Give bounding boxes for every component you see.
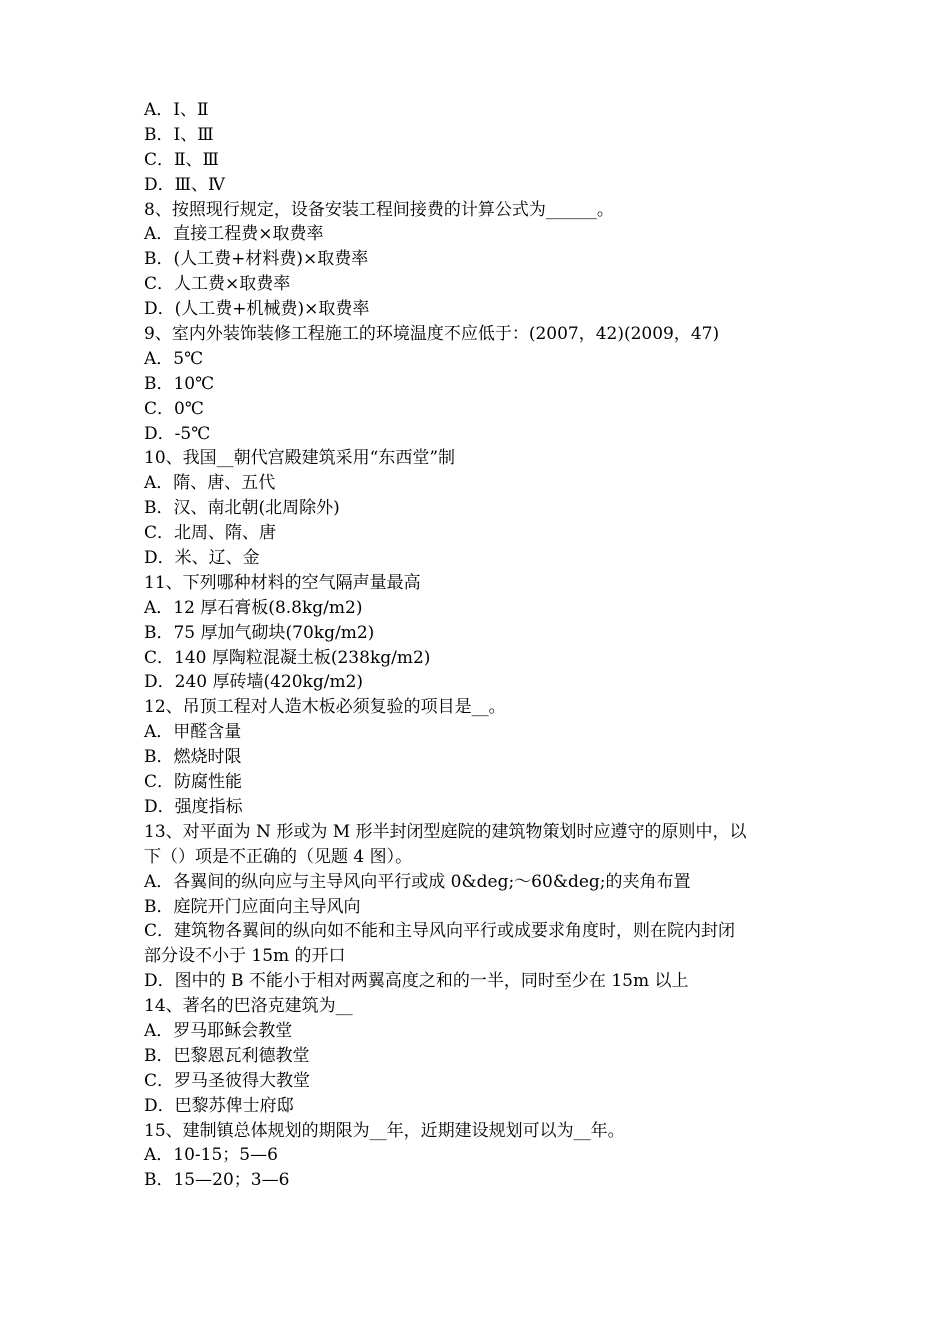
option-line: B．庭院开门应面向主导风向 [144, 896, 361, 917]
option-line: C．0℃ [144, 398, 204, 419]
option-line: B．10℃ [144, 373, 215, 394]
option-line: C．Ⅱ、Ⅲ [144, 149, 219, 170]
option-line: A．Ⅰ、Ⅱ [144, 100, 209, 120]
question-13-continued: 下（）项是不正确的（见题 4 图）。 [144, 846, 413, 867]
question-8: 8、按照现行规定，设备安装工程间接费的计算公式为______。 [144, 199, 614, 220]
question-10: 10、我国__朝代宫殿建筑采用“东西堂”制 [144, 448, 456, 469]
option-line: D．米、辽、金 [144, 548, 260, 569]
option-line: C．防腐性能 [144, 772, 243, 793]
question-14: 14、著名的巴洛克建筑为__ [144, 996, 353, 1017]
option-line: A．甲醛含量 [144, 722, 242, 743]
question-13: 13、对平面为 N 形或为 M 形半封闭型庭院的建筑物策划时应遵守的原则中，以 [144, 821, 747, 842]
option-line-continued: 部分设不小于 15m 的开口 [144, 946, 346, 967]
option-line: B．(人工费+材料费)×取费率 [144, 249, 369, 270]
option-line: C．罗马圣彼得大教堂 [144, 1070, 311, 1091]
question-15: 15、建制镇总体规划的期限为__年，近期建设规划可以为__年。 [144, 1120, 625, 1141]
option-line: D．图中的 B 不能小于相对两翼高度之和的一半，同时至少在 15m 以上 [144, 971, 689, 992]
option-line: D．强度指标 [144, 796, 243, 817]
option-line: B．巴黎恩瓦利德教堂 [144, 1045, 310, 1066]
option-line: D．(人工费+机械费)×取费率 [144, 299, 370, 320]
option-line: A．12 厚石膏板(8.8kg/m2) [144, 597, 363, 618]
option-line: D．巴黎苏俾士府邸 [144, 1095, 294, 1116]
option-line: B．汉、南北朝(北周除外) [144, 498, 340, 519]
option-line: A．隋、唐、五代 [144, 473, 276, 494]
option-line: A．10-15；5—6 [144, 1145, 278, 1166]
question-11: 11、下列哪种材料的空气隔声量最高 [144, 572, 421, 593]
option-line: C．北周、隋、唐 [144, 523, 277, 544]
option-line: B．15—20；3—6 [144, 1170, 290, 1191]
document-page [144, 98, 814, 1193]
question-9: 9、室内外装饰装修工程施工的环境温度不应低于：(2007，42)(2009，47) [144, 324, 720, 345]
option-line: D．Ⅲ、Ⅳ [144, 174, 226, 195]
option-line: A．5℃ [144, 348, 204, 369]
option-line: B．Ⅰ、Ⅲ [144, 124, 214, 145]
option-line: A．各翼间的纵向应与主导风向平行或成 0&deg;～60&deg;的夹角布置 [144, 871, 691, 892]
option-line: D．240 厚砖墙(420kg/m2) [144, 672, 364, 693]
option-line: B．75 厚加气砌块(70kg/m2) [144, 622, 375, 643]
option-line: D．-5℃ [144, 423, 211, 444]
option-line: C．人工费×取费率 [144, 274, 291, 295]
option-line: A．罗马耶稣会教堂 [144, 1020, 293, 1041]
option-line: C．140 厚陶粒混凝土板(238kg/m2) [144, 647, 431, 668]
option-line: B．燃烧时限 [144, 747, 242, 768]
question-12: 12、吊顶工程对人造木板必须复验的项目是__。 [144, 697, 506, 718]
option-line: A．直接工程费×取费率 [144, 224, 324, 245]
option-line: C．建筑物各翼间的纵向如不能和主导风向平行或成要求角度时，则在院内封闭 [144, 921, 736, 942]
